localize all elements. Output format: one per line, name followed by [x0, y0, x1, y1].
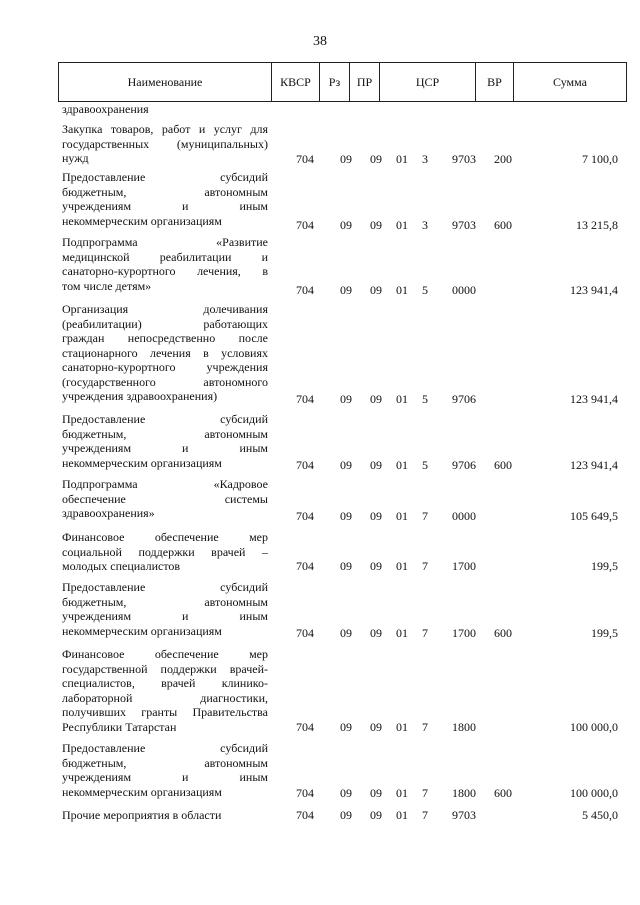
rz-cell: 09 — [340, 392, 352, 406]
page-number: 38 — [313, 34, 327, 49]
vr-cell: 600 — [494, 786, 512, 800]
row-name-line: молодых специалистов — [62, 559, 181, 573]
row-name-line: некоммерческим организациям — [62, 455, 222, 470]
csr-subprogram-cell: 7 — [422, 509, 428, 523]
row-name-line: учреждениям и иным — [62, 441, 268, 455]
row-name-line: Прочие мероприятия в области — [62, 808, 222, 822]
row-name-line: бюджетным, автономным — [62, 184, 268, 199]
csr-subprogram-cell: 5 — [422, 458, 428, 472]
csr-program-cell: 01 — [396, 152, 408, 166]
row-name-line: Организация долечивания — [62, 302, 268, 316]
row-name-line: санаторно-курортного учреждения — [62, 360, 268, 374]
row-name — [62, 102, 268, 117]
pr-cell: 09 — [370, 392, 382, 406]
rz-cell: 09 — [340, 808, 352, 822]
csr-direction-cell: 1700 — [452, 559, 476, 573]
row-name-line: бюджетным, автономным — [62, 594, 268, 609]
header-vr: ВР — [476, 63, 514, 102]
row-name-line: Подпрограмма «Кадровое — [62, 477, 268, 491]
pr-cell: 09 — [370, 720, 382, 734]
row-name-line: некоммерческим организациям — [62, 213, 222, 228]
row-name-line: получивших гранты Правительства — [62, 705, 268, 719]
row-name-line: Предоставление субсидий — [62, 580, 268, 594]
csr-program-cell: 01 — [396, 509, 408, 523]
csr-program-cell: 01 — [396, 720, 408, 734]
csr-subprogram-cell: 3 — [422, 218, 428, 232]
kvsr-cell: 704 — [296, 152, 314, 166]
row-name — [62, 302, 268, 404]
row-name-line: (реабилитации) работающих — [62, 316, 268, 331]
row-name-line: государственной поддержки врачей- — [62, 661, 268, 676]
sum-cell: 100 000,0 — [570, 786, 618, 800]
kvsr-cell: 704 — [296, 509, 314, 523]
row-name-line: Республики Татарстан — [62, 719, 177, 734]
row-name-line: учреждениям и иным — [62, 199, 268, 213]
row-name — [62, 477, 268, 521]
sum-cell: 123 941,4 — [570, 283, 618, 297]
csr-direction-cell: 9706 — [452, 392, 476, 406]
row-name-line: санаторно-курортного лечения, в — [62, 264, 268, 278]
row-name-line: учреждения здравоохранения) — [62, 389, 218, 403]
row-name-line: бюджетным, автономным — [62, 755, 268, 770]
row-name-line: бюджетным, автономным — [62, 426, 268, 441]
sum-cell: 123 941,4 — [570, 392, 618, 406]
vr-cell: 600 — [494, 218, 512, 232]
pr-cell: 09 — [370, 509, 382, 523]
row-name — [62, 808, 268, 823]
row-name — [62, 580, 268, 638]
rz-cell: 09 — [340, 152, 352, 166]
pr-cell: 09 — [370, 559, 382, 573]
csr-direction-cell: 0000 — [452, 509, 476, 523]
row-name-line: учреждениям и иным — [62, 609, 268, 623]
csr-direction-cell: 9706 — [452, 458, 476, 472]
row-name — [62, 530, 268, 574]
csr-direction-cell: 1700 — [452, 626, 476, 640]
kvsr-cell: 704 — [296, 392, 314, 406]
csr-program-cell: 01 — [396, 808, 408, 822]
row-name — [62, 741, 268, 799]
vr-cell: 200 — [494, 152, 512, 166]
header-pr: ПР — [350, 63, 380, 102]
header-name: Наименование — [59, 63, 272, 102]
csr-program-cell: 01 — [396, 283, 408, 297]
sum-cell: 123 941,4 — [570, 458, 618, 472]
csr-direction-cell: 9703 — [452, 218, 476, 232]
pr-cell: 09 — [370, 283, 382, 297]
csr-subprogram-cell: 7 — [422, 808, 428, 822]
row-name — [62, 170, 268, 228]
csr-subprogram-cell: 7 — [422, 720, 428, 734]
kvsr-cell: 704 — [296, 283, 314, 297]
row-name-line: некоммерческим организациям — [62, 623, 222, 638]
row-name-line: специалистов, врачей клинико- — [62, 676, 268, 690]
kvsr-cell: 704 — [296, 559, 314, 573]
row-name-line: Предоставление субсидий — [62, 741, 268, 755]
rz-cell: 09 — [340, 786, 352, 800]
row-name-line: Финансовое обеспечение мер — [62, 530, 268, 544]
csr-subprogram-cell: 5 — [422, 283, 428, 297]
rz-cell: 09 — [340, 458, 352, 472]
rz-cell: 09 — [340, 509, 352, 523]
row-name-line: социальной поддержки врачей – — [62, 544, 268, 559]
row-name-line: Предоставление субсидий — [62, 412, 268, 426]
pr-cell: 09 — [370, 786, 382, 800]
rz-cell: 09 — [340, 218, 352, 232]
csr-direction-cell: 0000 — [452, 283, 476, 297]
row-name-line: государственных (муниципальных) — [62, 136, 268, 151]
sum-cell: 199,5 — [591, 559, 618, 573]
csr-program-cell: 01 — [396, 559, 408, 573]
csr-subprogram-cell: 7 — [422, 786, 428, 800]
pr-cell: 09 — [370, 152, 382, 166]
row-name-line: учреждениям и иным — [62, 770, 268, 784]
kvsr-cell: 704 — [296, 786, 314, 800]
csr-direction-cell: 1800 — [452, 786, 476, 800]
sum-cell: 5 450,0 — [582, 808, 618, 822]
csr-program-cell: 01 — [396, 218, 408, 232]
table-header — [58, 62, 627, 102]
pr-cell: 09 — [370, 626, 382, 640]
row-name-line: некоммерческим организациям — [62, 784, 222, 799]
csr-direction-cell: 9703 — [452, 152, 476, 166]
header-sum: Сумма — [514, 63, 627, 102]
kvsr-cell: 704 — [296, 218, 314, 232]
row-name-line: граждан непосредственно после — [62, 331, 268, 345]
kvsr-cell: 704 — [296, 626, 314, 640]
row-name — [62, 647, 268, 734]
header-rz: Рз — [320, 63, 350, 102]
row-name-line: здравоохранения» — [62, 506, 155, 520]
csr-subprogram-cell: 7 — [422, 626, 428, 640]
sum-cell: 105 649,5 — [570, 509, 618, 523]
vr-cell: 600 — [494, 458, 512, 472]
header-kvsr: КВСР — [272, 63, 320, 102]
row-name-line: нужд — [62, 151, 89, 165]
csr-program-cell: 01 — [396, 392, 408, 406]
csr-program-cell: 01 — [396, 626, 408, 640]
row-name-line: лабораторной диагностики, — [62, 690, 268, 705]
kvsr-cell: 704 — [296, 808, 314, 822]
row-name — [62, 235, 268, 293]
row-name-line: медицинской реабилитации и — [62, 249, 268, 264]
csr-direction-cell: 1800 — [452, 720, 476, 734]
sum-cell: 199,5 — [591, 626, 618, 640]
csr-subprogram-cell: 7 — [422, 559, 428, 573]
rz-cell: 09 — [340, 720, 352, 734]
row-name-line: здравоохранения — [62, 102, 149, 116]
pr-cell: 09 — [370, 808, 382, 822]
kvsr-cell: 704 — [296, 720, 314, 734]
header-csr: ЦСР — [380, 63, 476, 102]
csr-program-cell: 01 — [396, 786, 408, 800]
row-name-line: (государственного автономного — [62, 374, 268, 389]
vr-cell: 600 — [494, 626, 512, 640]
row-name-line: Предоставление субсидий — [62, 170, 268, 184]
kvsr-cell: 704 — [296, 458, 314, 472]
row-name-line: том числе детям» — [62, 278, 152, 293]
rz-cell: 09 — [340, 283, 352, 297]
csr-subprogram-cell: 3 — [422, 152, 428, 166]
csr-program-cell: 01 — [396, 458, 408, 472]
row-name — [62, 122, 268, 166]
row-name-line: обеспечение системы — [62, 491, 268, 506]
pr-cell: 09 — [370, 218, 382, 232]
sum-cell: 7 100,0 — [582, 152, 618, 166]
csr-direction-cell: 9703 — [452, 808, 476, 822]
row-name-line: Подпрограмма «Развитие — [62, 235, 268, 249]
sum-cell: 13 215,8 — [576, 218, 618, 232]
rz-cell: 09 — [340, 626, 352, 640]
sum-cell: 100 000,0 — [570, 720, 618, 734]
row-name — [62, 412, 268, 470]
row-name-line: Закупка товаров, работ и услуг для — [62, 122, 268, 136]
row-name-line: стационарного лечения в условиях — [62, 345, 268, 360]
pr-cell: 09 — [370, 458, 382, 472]
row-name-line: Финансовое обеспечение мер — [62, 647, 268, 661]
csr-subprogram-cell: 5 — [422, 392, 428, 406]
rz-cell: 09 — [340, 559, 352, 573]
